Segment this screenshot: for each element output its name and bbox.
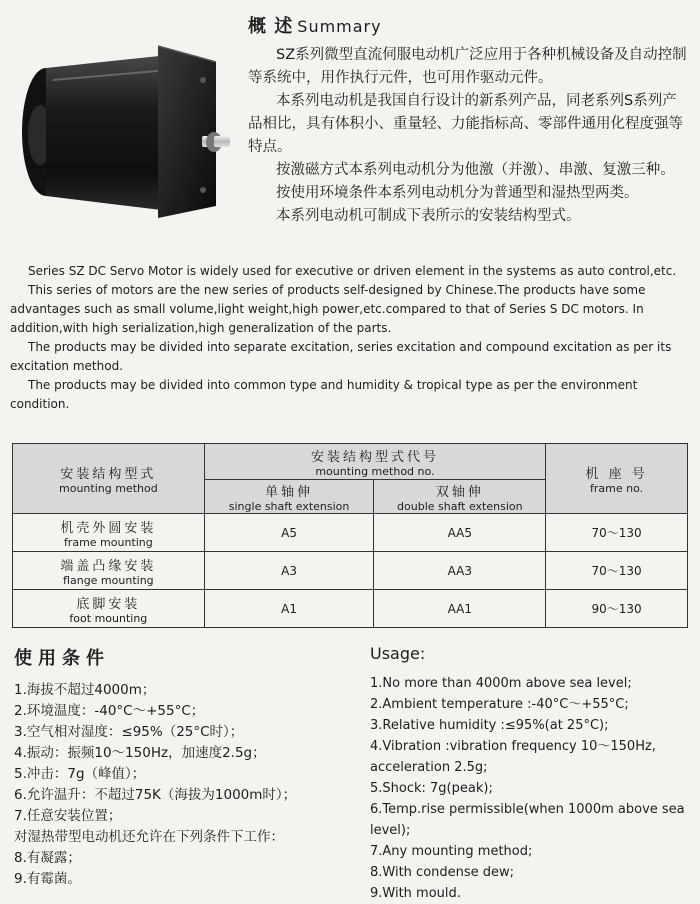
header-mounting-code: 安装结构型式代号 mounting method no.	[204, 444, 546, 480]
english-description	[10, 262, 690, 414]
list-item: 对湿热带型电动机还允许在下列条件下工作：	[14, 829, 284, 845]
summary-paragraph: 本系列电动机是我国自行设计的新系列产品，同老系列S系列产品相比，具有体积小、重量轻、力能指标高、零部件通用化程度强等特点。	[248, 93, 683, 155]
list-item: 3.Relative humidity :≤95%(at 25°C);	[370, 718, 609, 733]
list-item: 3.空气相对湿度：≤95%（25°C时）；	[14, 724, 244, 740]
row-single: A3	[204, 552, 374, 590]
list-item: 6.Temp.rise permissible(when 1000m above sea level);	[370, 802, 685, 838]
list-item: 4.Vibration :vibration frequency 10～150Hz, acceleration 2.5g;	[370, 739, 656, 775]
english-paragraph: Series SZ DC Servo Motor is widely used for executive or driven element in the systems as auto control,etc.	[28, 264, 677, 278]
row-method: 端盖凸缘安装 flange mounting	[13, 552, 205, 590]
header-single-shaft: 单轴伸 single shaft extension	[204, 480, 374, 514]
summary-paragraph: SZ系列微型直流伺服电动机广泛应用于各种机械设备及自动控制等系统中，用作执行元件，也可用作驱动元件。	[248, 47, 687, 86]
table-row	[13, 514, 688, 552]
row-frame: 70～130	[546, 514, 688, 552]
list-item: 1.No more than 4000m above sea level;	[370, 676, 632, 691]
summary-paragraph: 本系列电动机可制成下表所示的安装结构型式。	[276, 208, 581, 224]
list-item: 5.Shock: 7g(peak);	[370, 781, 493, 796]
header-frame-no: 机 座 号 frame no.	[546, 444, 688, 514]
table-row	[13, 590, 688, 628]
row-double: AA5	[374, 514, 546, 552]
summary-paragraph: 按使用环境条件本系列电动机分为普通型和湿热型两类。	[276, 185, 639, 201]
summary-paragraph: 按激磁方式本系列电动机分为他激（并激）、串激、复激三种。	[276, 162, 675, 178]
row-method: 机壳外圆安装 frame mounting	[13, 514, 205, 552]
header-mounting-method: 安装结构型式 mounting method	[13, 444, 205, 514]
list-item: 7.Any mounting method;	[370, 844, 533, 859]
usage-heading-en: Usage:	[370, 644, 426, 663]
row-method: 底脚安装 foot mounting	[13, 590, 205, 628]
row-frame: 90～130	[546, 590, 688, 628]
row-double: AA3	[374, 552, 546, 590]
motor-image	[18, 40, 230, 220]
row-single: A5	[204, 514, 374, 552]
list-item: 8.With condense dew;	[370, 865, 515, 880]
english-paragraph: The products may be divided into common type and humidity & tropical type as per the environment condition.	[10, 378, 638, 411]
list-item: 7.任意安装位置；	[14, 808, 122, 824]
list-item: 8.有凝露；	[14, 850, 81, 866]
summary-heading: 概 述 Summary	[248, 16, 382, 37]
list-item: 9.With mould.	[370, 886, 461, 901]
english-paragraph: The products may be divided into separate excitation, series excitation and compound excitation as per its excitation method.	[10, 340, 672, 373]
list-item: 5.冲击：7g（峰值）；	[14, 766, 146, 782]
list-item: 4.振动：振频10～150Hz，加速度2.5g；	[14, 745, 266, 761]
list-item: 2.环境温度：-40°C～+55°C；	[14, 703, 205, 719]
row-single: A1	[204, 590, 374, 628]
usage-heading-zh: 使用条件	[14, 648, 110, 669]
list-item: 2.Ambient temperature :-40°C～+55°C;	[370, 697, 629, 712]
list-item: 6.允许温升：不超过75K（海拔为1000m时）；	[14, 787, 297, 803]
header-double-shaft: 双轴伸 double shaft extension	[374, 480, 546, 514]
list-item: 9.有霉菌。	[14, 871, 81, 887]
table-row	[13, 552, 688, 590]
usage-conditions-en	[370, 644, 690, 904]
list-item: 1.海拔不超过4000m；	[14, 682, 156, 698]
summary-section	[248, 12, 688, 228]
usage-conditions-zh	[14, 644, 364, 890]
row-double: AA1	[374, 590, 546, 628]
row-frame: 70～130	[546, 552, 688, 590]
english-paragraph: This series of motors are the new series of products self-designed by Chinese.The products have some advantages such as small volume,light weight,high power,etc.compared to that of Series S DC motors. In addition,with high serialization,high generalization of the parts.	[10, 283, 646, 335]
mounting-table	[12, 443, 688, 628]
